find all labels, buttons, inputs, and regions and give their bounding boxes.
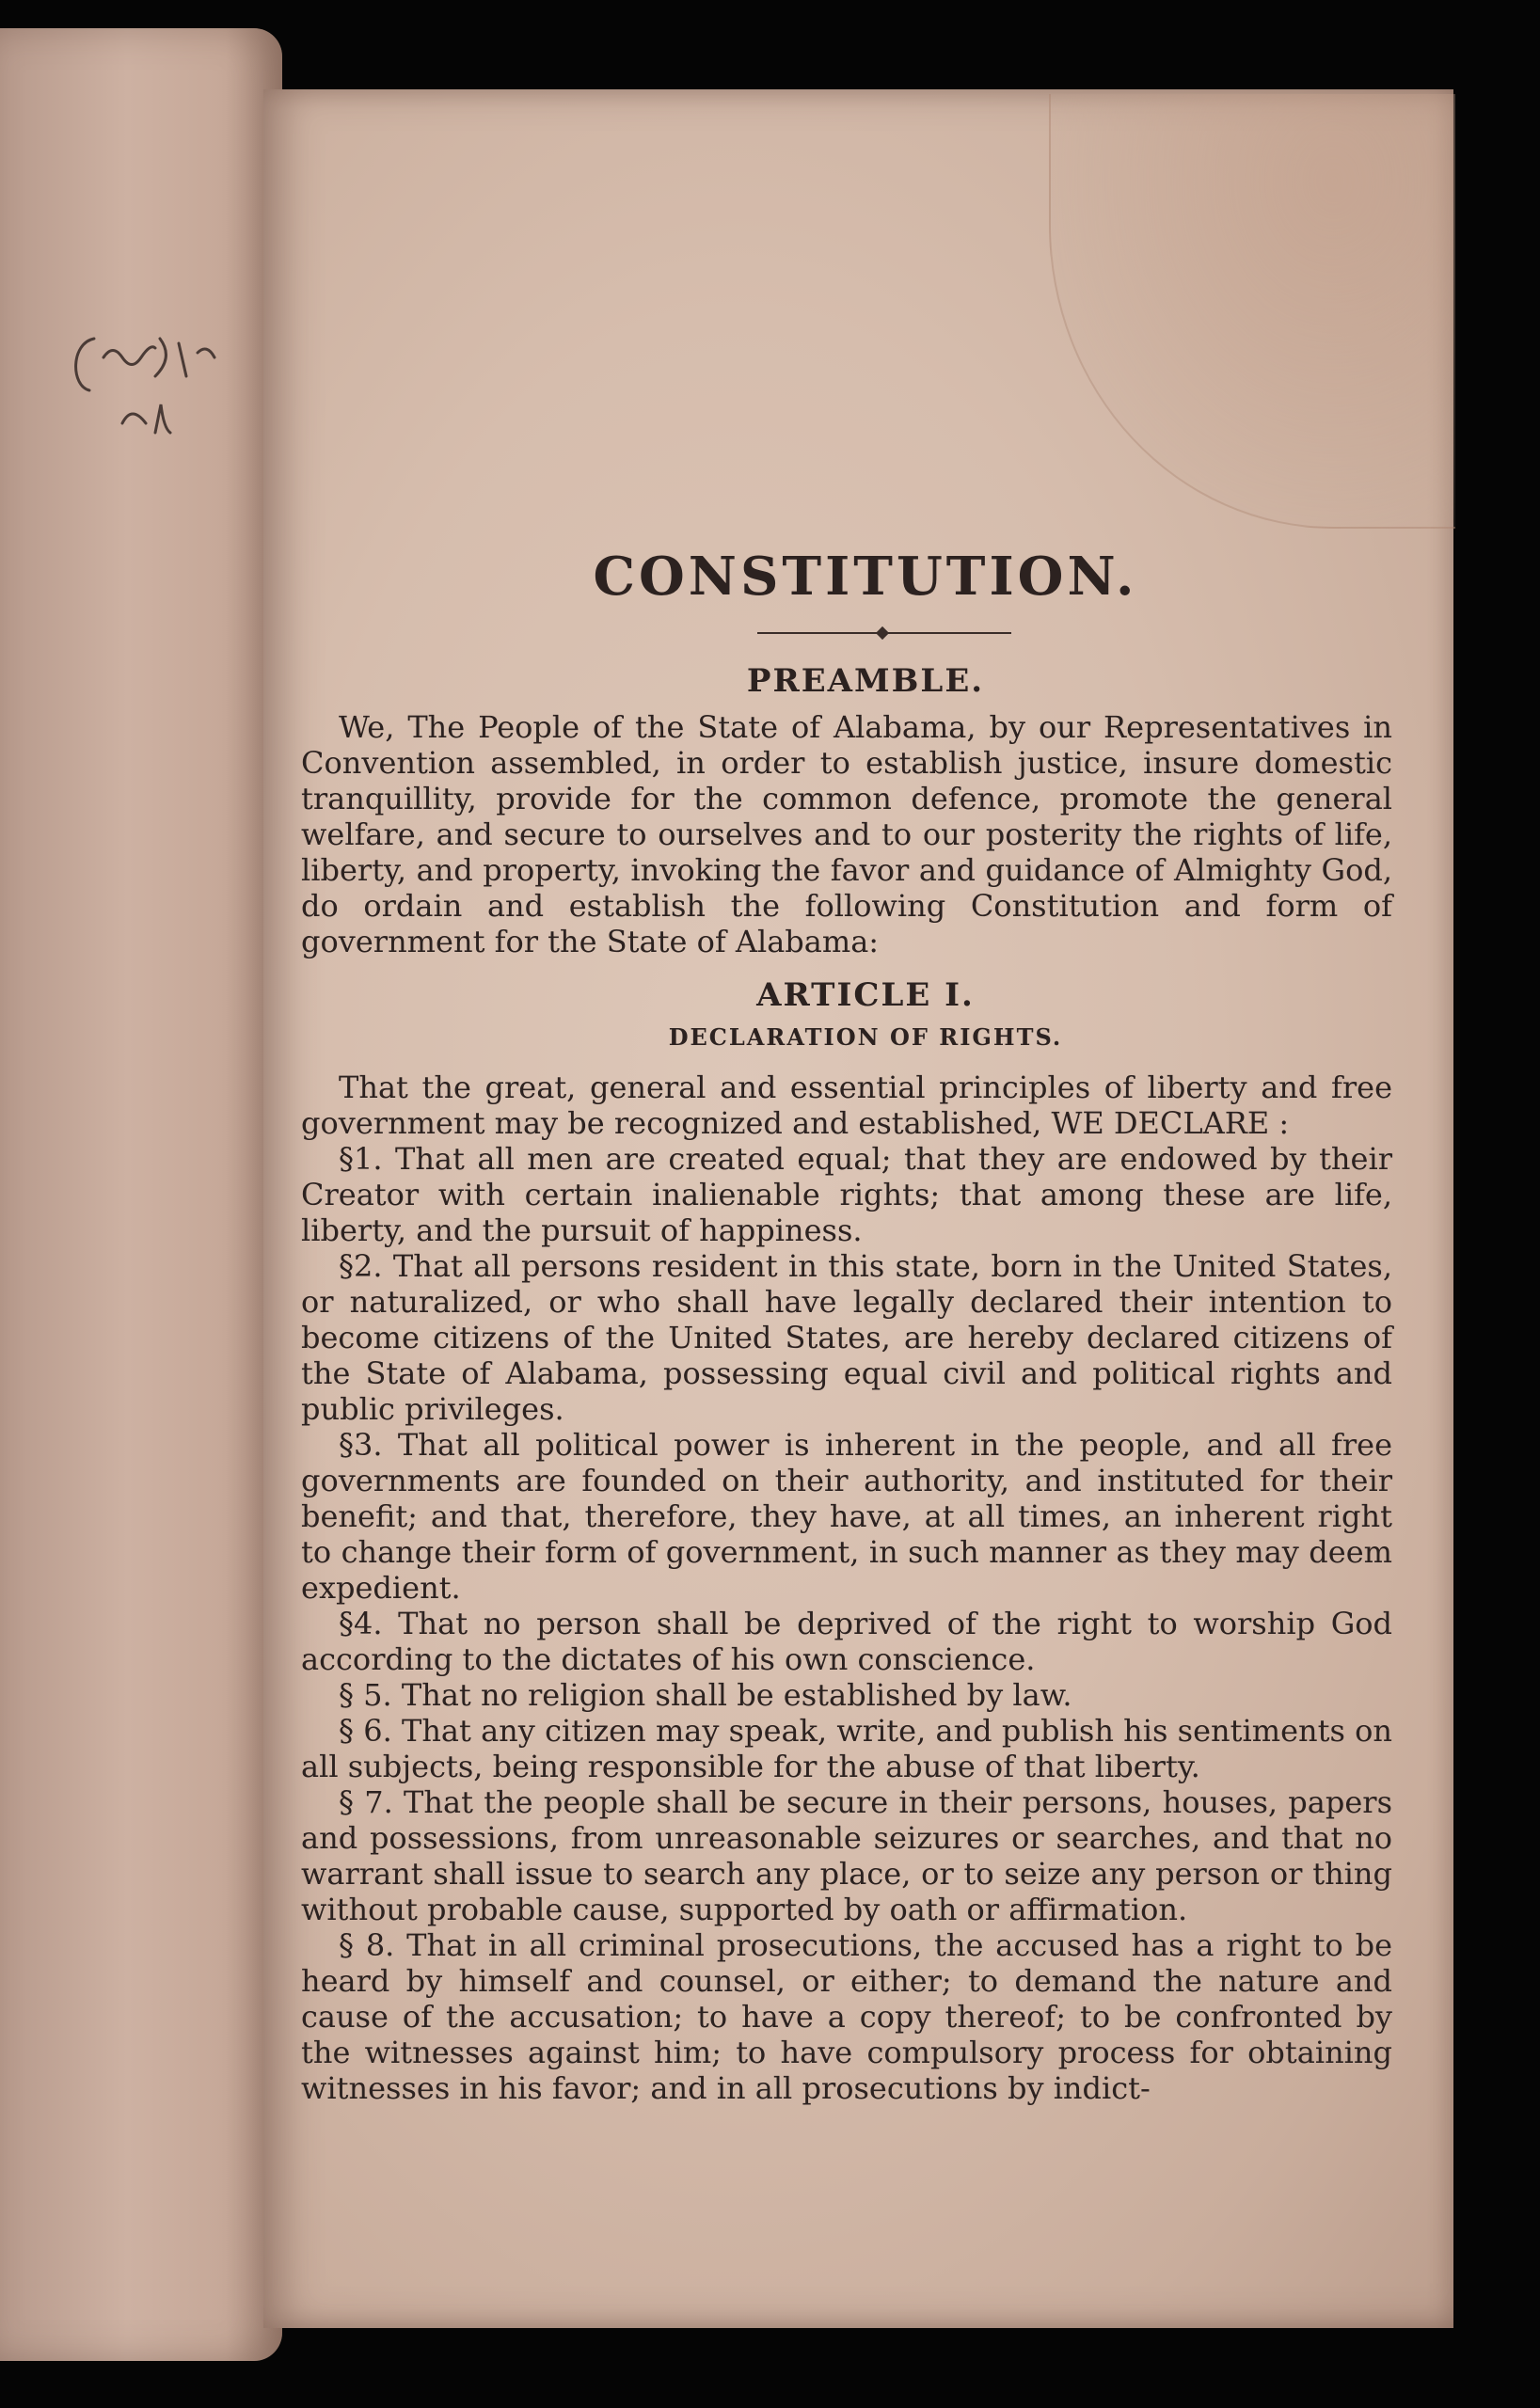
section-4: §4. That no person shall be deprived of the right to worship God according to the dictates of his own conscience. xyxy=(301,1606,1392,1677)
left-page xyxy=(0,28,282,2361)
section-3: §3. That all political power is inherent in the people, and all free governments are founded on their authority, and instituted for their benefit; and that, therefore, they have, at all times, an inherent right to change their form of government, in such manner as they may deem expedient. xyxy=(301,1427,1392,1606)
intro-text: That the great, general and essential principles of liberty and free government may be recognized and established, WE DECLARE : xyxy=(301,1069,1392,1141)
article-subheading: DECLARATION OF RIGHTS. xyxy=(668,1023,1063,1051)
section-1: §1. That all men are created equal; that they are endowed by their Creator with certain inalienable rights; that among these are life, liberty, and the pursuit of happiness. xyxy=(301,1141,1392,1248)
article-heading: ARTICLE I. xyxy=(756,976,975,1014)
handwritten-signature xyxy=(66,301,273,489)
section-7: § 7. That the people shall be secure in their persons, houses, papers and possessions, from unreasonable seizures or searches, and that no warrant shall issue to search any place, or to seize any person or thing without probable cause, supported by oath or affirmation. xyxy=(301,1784,1392,1927)
section-5: § 5. That no religion shall be established by law. xyxy=(339,1677,1072,1713)
preamble-heading: PREAMBLE. xyxy=(746,662,985,700)
section-8: § 8. That in all criminal prosecutions, the accused has a right to be heard by himself and counsel, or either; to demand the nature and cause of the accusation; to have a copy thereof; to be confronted by the witnesses against him; to have compulsory process for obtaining witnesses in his favor; and in all prosecutions by indict- xyxy=(301,1927,1392,2106)
title-rule xyxy=(757,632,1011,634)
document-title: CONSTITUTION. xyxy=(593,546,1138,608)
section-2: §2. That all persons resident in this state, born in the United States, or naturalized, or who shall have legally declared their intention to become citizens of the United States, are hereby declared citizens of the State of Alabama, possessing equal civil and political rights and public privileges. xyxy=(301,1248,1392,1427)
preamble-text: We, The People of the State of Alabama, by our Representatives in Convention assembled, in order to establish justice, insure domestic tranquillity, provide for the common defence, promote the general welfare, and secure to ourselves and to our posterity the rights of life, liberty, and property, invoking the favor and guidance of Almighty God, do ordain and establish the following Constitution and form of government for the State of Alabama: xyxy=(301,709,1392,959)
section-6: § 6. That any citizen may speak, write, and publish his sentiments on all subjects, being responsible for the abuse of that liberty. xyxy=(301,1713,1392,1784)
page-text xyxy=(301,546,1392,2106)
